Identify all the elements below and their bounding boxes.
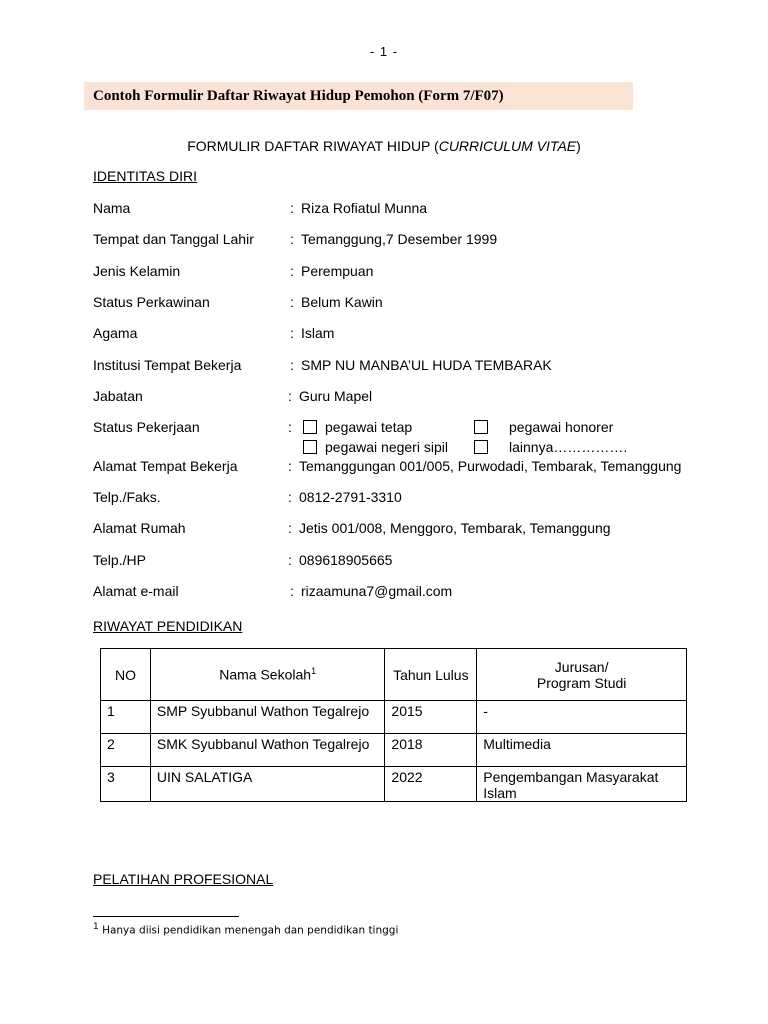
field-value-jenis-kelamin: Perempuan [301, 263, 374, 279]
field-label-nama: Nama [93, 200, 131, 216]
field-value-nama: Riza Rofiatul Munna [301, 200, 428, 216]
option-label: lainnya……………. [509, 439, 628, 455]
education-table [100, 648, 687, 802]
cell-tahun: 2018 [385, 734, 477, 767]
checkbox-icon[interactable] [303, 440, 317, 454]
section-pendidikan-heading: RIWAYAT PENDIDIKAN [93, 618, 243, 634]
cell-sekolah: SMP Syubbanul Wathon Tegalrejo [150, 701, 385, 734]
header-jurusan [477, 649, 687, 701]
checkbox-icon[interactable] [303, 420, 317, 434]
header-jurusan-line1: Jurusan/ [554, 658, 609, 675]
colon: : [290, 231, 294, 247]
field-value-ttl: Temanggung,7 Desember 1999 [301, 231, 498, 247]
cell-jurusan: Multimedia [477, 734, 687, 767]
field-label-telp-faks: Telp./Faks. [93, 489, 161, 505]
section-identitas-heading: IDENTITAS DIRI [93, 168, 197, 184]
table-row [101, 734, 687, 767]
field-value-alamat-rumah: Jetis 001/008, Menggoro, Tembarak, Temanggung [299, 520, 611, 536]
cell-tahun: 2022 [385, 767, 477, 802]
option-pegawai-tetap[interactable] [303, 419, 412, 435]
checkbox-icon[interactable] [474, 440, 488, 454]
colon: : [290, 294, 294, 310]
footnote-number: 1 [93, 922, 99, 932]
header-tahun-lulus: Tahun Lulus [385, 649, 477, 701]
colon: : [288, 552, 292, 568]
form-banner [84, 82, 633, 110]
colon: : [290, 200, 294, 216]
title-close: ) [576, 138, 581, 154]
cell-no: 1 [101, 701, 151, 734]
option-label: pegawai tetap [325, 419, 413, 435]
option-label: pegawai negeri sipil [325, 439, 448, 455]
field-label-agama: Agama [93, 325, 138, 341]
field-value-institusi: SMP NU MANBA’UL HUDA TEMBARAK [301, 357, 552, 373]
table-row [101, 767, 687, 802]
table-row [101, 701, 687, 734]
title-main: FORMULIR DAFTAR RIWAYAT HIDUP ( [187, 138, 439, 154]
field-value-telp-faks: 0812-2791-3310 [299, 489, 402, 505]
field-value-agama: Islam [301, 325, 335, 341]
cell-no: 2 [101, 734, 151, 767]
form-banner-text: Contoh Formulir Daftar Riwayat Hidup Pemohon (Form 7/F07) [93, 88, 504, 104]
header-nama-sekolah-text: Nama Sekolah [219, 666, 312, 683]
header-jurusan-line2: Program Studi [536, 674, 627, 691]
option-pegawai-honorer[interactable] [474, 419, 613, 435]
field-value-email: rizaamuna7@gmail.com [301, 583, 453, 599]
option-label: pegawai honorer [509, 419, 614, 435]
colon: : [290, 325, 294, 341]
colon: : [290, 583, 294, 599]
field-label-telp-hp: Telp./HP [93, 552, 146, 568]
colon: : [290, 357, 294, 373]
cell-jurusan: Pengembangan Masyarakat Islam [477, 767, 687, 802]
header-no: NO [101, 649, 151, 701]
title-italic: CURRICULUM VITAE [438, 138, 577, 154]
field-value-status-perkawinan: Belum Kawin [301, 294, 383, 310]
footnote-text: Hanya diisi pendidikan menengah dan pendidikan tinggi [98, 924, 399, 937]
cell-tahun: 2015 [385, 701, 477, 734]
field-value-jabatan: Guru Mapel [299, 388, 373, 404]
field-value-alamat-kerja: Temanggungan 001/005, Purwodadi, Tembarak, Temanggung [299, 458, 682, 474]
field-label-jenis-kelamin: Jenis Kelamin [93, 263, 181, 279]
footnote-divider [93, 916, 239, 917]
table-header-row [101, 649, 687, 701]
field-label-status-perkawinan: Status Perkawinan [93, 294, 210, 310]
colon: : [288, 489, 292, 505]
footnote [93, 922, 398, 937]
field-label-alamat-rumah: Alamat Rumah [93, 520, 186, 536]
field-label-jabatan: Jabatan [93, 388, 143, 404]
cell-sekolah: SMK Syubbanul Wathon Tegalrejo [150, 734, 385, 767]
header-nama-sekolah [150, 649, 385, 701]
checkbox-icon[interactable] [474, 420, 488, 434]
section-pelatihan-heading: PELATIHAN PROFESIONAL [93, 871, 274, 887]
field-label-alamat-kerja: Alamat Tempat Bekerja [93, 458, 238, 474]
colon: : [288, 458, 292, 474]
colon: : [288, 520, 292, 536]
cell-sekolah: UIN SALATIGA [150, 767, 385, 802]
colon: : [290, 263, 294, 279]
colon: : [288, 388, 292, 404]
footnote-ref: 1 [311, 666, 317, 677]
cell-jurusan: - [477, 701, 687, 734]
option-pegawai-negeri-sipil[interactable] [303, 439, 448, 455]
option-lainnya[interactable] [474, 439, 627, 455]
cell-no: 3 [101, 767, 151, 802]
colon: : [288, 419, 292, 435]
field-label-ttl: Tempat dan Tanggal Lahir [93, 231, 254, 247]
document-title [0, 138, 768, 154]
field-label-email: Alamat e-mail [93, 583, 179, 599]
field-value-telp-hp: 089618905665 [299, 552, 393, 568]
field-label-status-pekerjaan: Status Pekerjaan [93, 419, 200, 435]
page-number: - 1 - [369, 44, 399, 59]
field-label-institusi: Institusi Tempat Bekerja [93, 357, 242, 373]
